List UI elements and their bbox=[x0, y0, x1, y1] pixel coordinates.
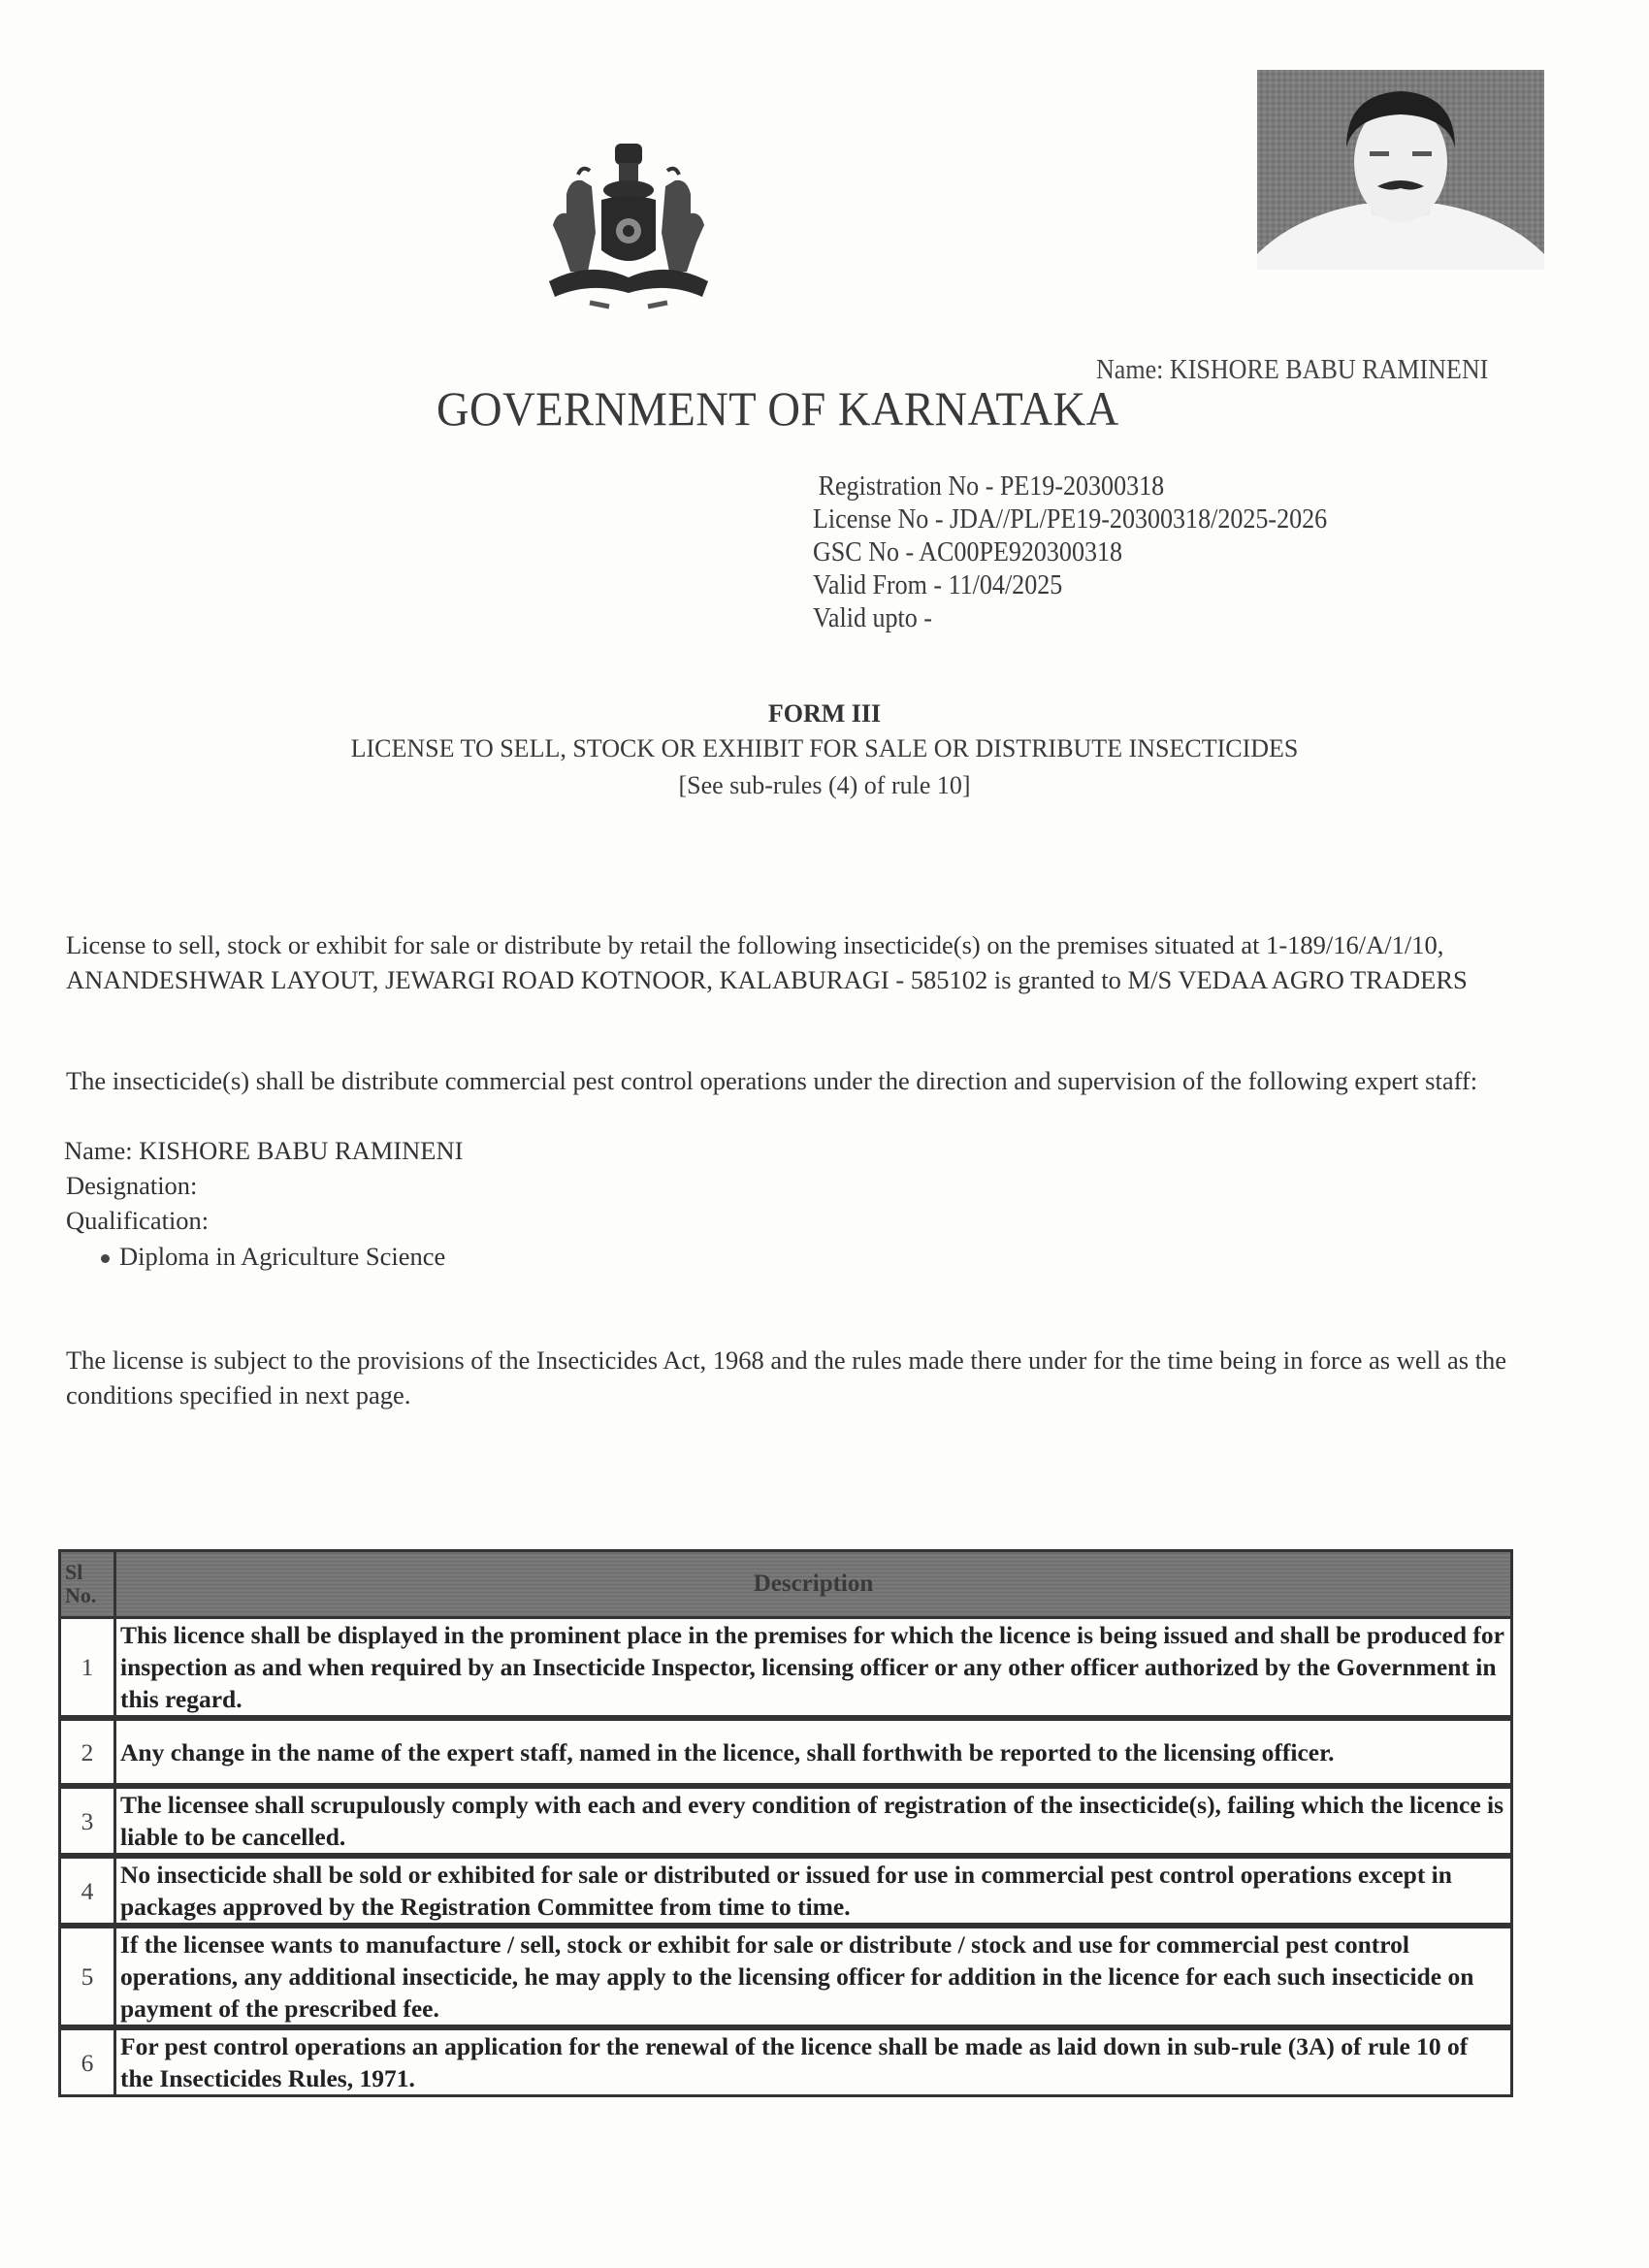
table-header-row bbox=[60, 1551, 1512, 1618]
bullet-icon bbox=[101, 1254, 110, 1263]
sl-no-header: Sl No. bbox=[60, 1551, 115, 1618]
expert-staff-qualification-label: Qualification: bbox=[66, 1206, 210, 1235]
header-licensee-name: Name: KISHORE BABU RAMINENI bbox=[1096, 355, 1489, 385]
row-description: For pest control operations an application for the renewal of the licence shall be made as laid down in sub-rule (3A) of rule 10 of the Insecticides Rules, 1971. bbox=[115, 2027, 1512, 2096]
table-row bbox=[60, 1786, 1512, 1856]
table-row bbox=[60, 1718, 1512, 1786]
conditions-table bbox=[58, 1549, 1513, 2097]
row-number: 6 bbox=[60, 2027, 115, 2096]
valid-from: Valid From - 11/04/2025 bbox=[813, 570, 1063, 600]
row-number: 3 bbox=[60, 1786, 115, 1856]
registration-details bbox=[813, 470, 1327, 635]
registration-number: Registration No - PE19-20300318 bbox=[818, 471, 1165, 502]
row-description: The licensee shall scrupulously comply with each and every condition of registration of the insecticide(s), failing which the licence is liable to be cancelled. bbox=[115, 1786, 1512, 1856]
form-title: FORM III bbox=[767, 699, 882, 728]
row-description: If the licensee wants to manufacture / sell, stock or exhibit for sale or distribute / stock and use for commercial pest control operations, any additional insecticide, he may apply to the licensing officer for addition in the licence for each such insecticide on payment of the prescribed fee. bbox=[115, 1926, 1512, 2027]
table-row bbox=[60, 2027, 1512, 2096]
qualification-item bbox=[101, 1242, 445, 1272]
row-number: 4 bbox=[60, 1856, 115, 1926]
valid-upto: Valid upto - bbox=[813, 603, 932, 633]
license-paragraph: License to sell, stock or exhibit for sale or distribute by retail the following insecticide(s) on the premises situated at 1-189/16/A/1/10, ANANDESHWAR LAYOUT, JEWARGI ROAD KOTNOOR, KALABURAGI - 585102 is granted to M/S VEDAA AGRO TRADERS bbox=[66, 930, 1468, 994]
gsc-number: GSC No - AC00PE920300318 bbox=[813, 537, 1123, 567]
row-description: This licence shall be displayed in the prominent place in the premises for which the licence is being issued and shall be produced for inspection as and when required by an Insecticide Inspector, licensing officer or any other officer authorized by the Government in this regard. bbox=[115, 1618, 1512, 1719]
government-title: GOVERNMENT OF KARNATAKA bbox=[436, 381, 1119, 436]
expert-staff-name: Name: KISHORE BABU RAMINENI bbox=[64, 1136, 464, 1165]
qualification-text: Diploma in Agriculture Science bbox=[119, 1242, 446, 1271]
expert-staff-designation: Designation: bbox=[66, 1171, 198, 1200]
table-row bbox=[60, 1618, 1512, 1719]
license-number: License No - JDA//PL/PE19-20300318/2025-2026 bbox=[813, 504, 1328, 535]
table-row bbox=[60, 1926, 1512, 2027]
karnataka-emblem-icon bbox=[532, 136, 726, 320]
description-header: Description bbox=[115, 1551, 1512, 1618]
row-description: No insecticide shall be sold or exhibited for sale or distributed or issued for use in commercial pest control operations except in packages approved by the Registration Committee from time to time. bbox=[115, 1856, 1512, 1926]
row-description: Any change in the name of the expert staff, named in the licence, shall forthwith be reported to the licensing officer. bbox=[115, 1718, 1512, 1786]
table-row bbox=[60, 1856, 1512, 1926]
form-subtitle: LICENSE TO SELL, STOCK OR EXHIBIT FOR SALE OR DISTRIBUTE INSECTICIDES bbox=[350, 734, 1299, 762]
form-rule-reference: [See sub-rules (4) of rule 10] bbox=[678, 771, 971, 799]
row-number: 5 bbox=[60, 1926, 115, 2027]
licensee-photo bbox=[1257, 70, 1544, 270]
expert-staff-paragraph: The insecticide(s) shall be distribute commercial pest control operations under the direction and supervision of the following expert staff: bbox=[66, 1066, 1478, 1095]
subject-paragraph: The license is subject to the provisions of the Insecticides Act, 1968 and the rules made there under for the time being in force as well as the conditions specified in next page. bbox=[66, 1345, 1507, 1409]
row-number: 1 bbox=[60, 1618, 115, 1719]
row-number: 2 bbox=[60, 1718, 115, 1786]
